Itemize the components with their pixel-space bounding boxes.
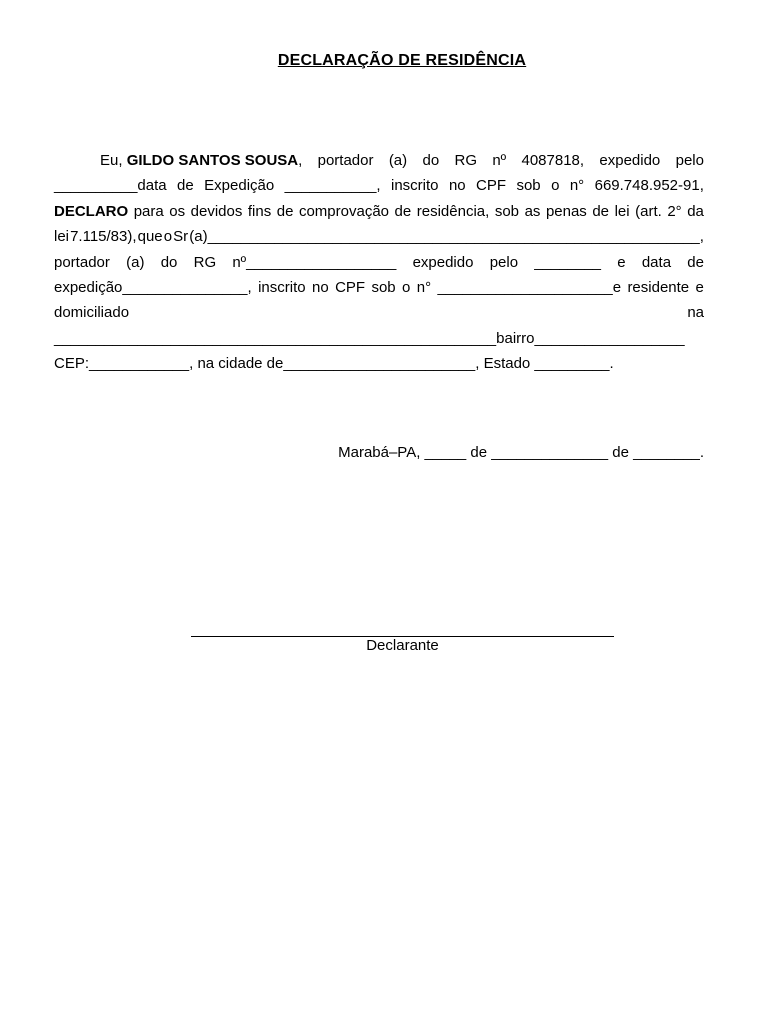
word: domiciliado (54, 304, 130, 322)
declaration-line-9 (54, 351, 704, 376)
word: na (687, 304, 704, 322)
word: o (163, 228, 173, 246)
word: lei (614, 202, 630, 220)
place-date-line: Marabá–PA, _____ de ______________ de ________. (338, 444, 704, 461)
rg-blank: nº__________________ (232, 253, 397, 271)
word: Sr (173, 228, 189, 246)
word: n° (416, 279, 432, 297)
word: para (133, 202, 164, 220)
declaration-line-1 (54, 148, 704, 173)
cep-city-state-line: CEP:____________, na cidade de_______________________, Estado _________. (54, 355, 614, 373)
word: __________data (54, 177, 167, 195)
word: de (177, 177, 194, 195)
word: data (641, 253, 672, 271)
word: lei (54, 228, 70, 246)
word: portador (317, 152, 374, 169)
word: comprovação (298, 202, 390, 220)
word: ___________, (284, 177, 381, 195)
word: penas (545, 202, 587, 220)
word: n° (569, 177, 585, 195)
declaration-line-4 (54, 224, 704, 249)
word: expedido (412, 253, 474, 271)
word: RG (193, 253, 217, 271)
name-blank: (a)___________________________________________________________, (189, 228, 704, 246)
word: sob (494, 202, 520, 220)
word: devidos (190, 202, 243, 220)
declaration-line-2 (54, 173, 704, 198)
word: da (687, 202, 704, 220)
declaration-line-6 (54, 275, 704, 300)
word: residência, (416, 202, 490, 220)
declaration-line-5 (54, 250, 704, 275)
document-title: DECLARAÇÃO DE RESIDÊNCIA (277, 52, 527, 69)
issuer-blank: ________ (534, 253, 602, 271)
word: o (402, 279, 411, 297)
word: residente (627, 279, 690, 297)
word: os (169, 202, 186, 220)
rg-number: 4087818, (521, 152, 585, 169)
word: de (687, 253, 704, 271)
word: portador (54, 253, 110, 271)
cpf-blank: _____________________e (437, 279, 622, 297)
word: o (551, 177, 560, 195)
declaro-keyword: DECLARO (54, 202, 129, 220)
word: expedido (599, 152, 661, 169)
word: inscrito (258, 279, 306, 297)
word: (art. (635, 202, 662, 220)
word: e (695, 279, 704, 297)
word: as (524, 202, 541, 220)
word: pelo (675, 152, 704, 169)
declaration-body (54, 148, 704, 377)
word: CPF (476, 177, 507, 195)
line-1-lead: Eu, GILDO SANTOS SOUSA, (100, 152, 303, 169)
signature-label: Declarante (366, 637, 439, 654)
word: CPF (335, 279, 366, 297)
word: 7.115/83), (70, 228, 137, 246)
word: que (137, 228, 163, 246)
word: do (160, 253, 178, 271)
word: sob (371, 279, 396, 297)
word: (a) (388, 152, 408, 169)
word: fins (247, 202, 272, 220)
word: nº (492, 152, 507, 169)
address-blank: _____________________________________________________bairro__________________ (54, 329, 685, 347)
word: (a) (126, 253, 145, 271)
issue-date-blank: expedição_______________, (54, 279, 252, 297)
word: e (617, 253, 626, 271)
word: no (448, 177, 466, 195)
declaration-line-7 (54, 300, 704, 325)
cpf-number: 669.748.952-91, (594, 177, 704, 195)
declarant-name: GILDO SANTOS SOUSA (126, 152, 299, 169)
word: de (276, 202, 294, 220)
word: do (422, 152, 440, 169)
word: de (394, 202, 412, 220)
word: RG (454, 152, 477, 169)
word: inscrito (391, 177, 439, 195)
word: no (312, 279, 329, 297)
declaration-line-3 (54, 199, 704, 224)
word: sob (516, 177, 541, 195)
word: 2° (667, 202, 682, 220)
word: de (592, 202, 610, 220)
declaration-line-8 (54, 326, 704, 351)
word: pelo (489, 253, 519, 271)
word: Expedição (204, 177, 275, 195)
